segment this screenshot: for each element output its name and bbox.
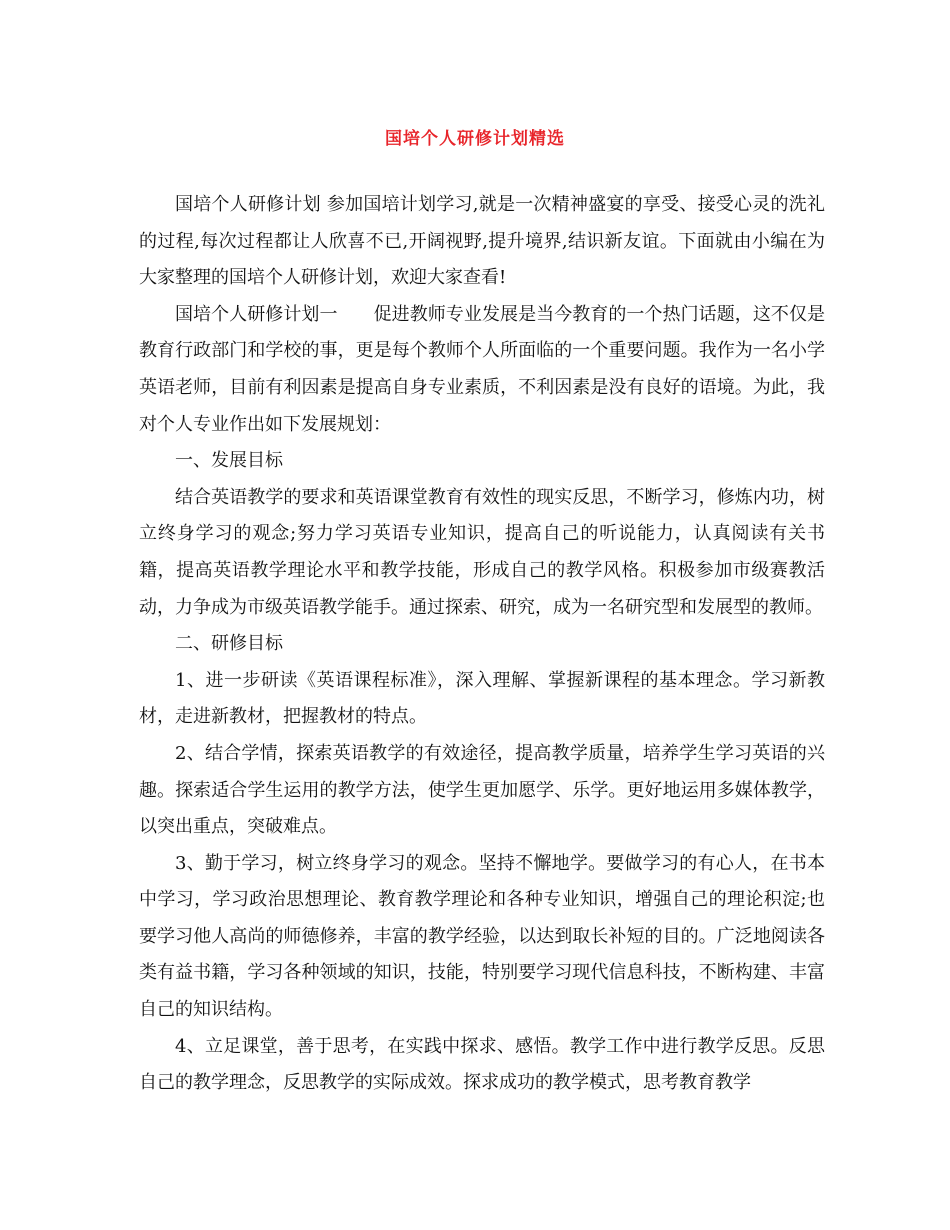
paragraph-goal-3: 3、勤于学习，树立终身学习的观念。坚持不懈地学。要做学习的有心人，在书本中学习，学习政治思想理论、教育教学理论和各种专业知识，增强自己的理论积淀;也要学习他人高尚的师德修养，丰富的教学经验，以达到取长补短的目的。广泛地阅读各类有益书籍，学习各种领域的知识，技能，特别要学习现代信息科技，不断构建、丰富自己的知识结构。 xyxy=(139,852,825,1021)
heading-study-goals: 二、研修目标 xyxy=(175,633,283,655)
document-body xyxy=(139,187,825,1102)
paragraph-intro: 国培个人研修计划 参加国培计划学习,就是一次精神盛宴的享受、接受心灵的洗礼的过程,每次过程都让人欣喜不已,开阔视野,提升境界,结识新友谊。下面就由小编在为大家整理的国培个人研修计划，欢迎大家查看! xyxy=(139,194,825,289)
heading-development-goals: 一、发展目标 xyxy=(175,450,283,472)
paragraph-goal-2: 2、结合学情，探索英语教学的有效途径，提高教学质量，培养学生学习英语的兴趣。探索适合学生运用的教学方法，使学生更加愿学、乐学。更好地运用多媒体教学，以突出重点，突破难点。 xyxy=(139,742,825,838)
paragraph-plan-one: 国培个人研修计划一 促进教师专业发展是当今教育的一个热门话题，这不仅是教育行政部门和学校的事，更是每个教师个人所面临的一个重要问题。我作为一名小学英语老师，目前有利因素是提高自身专业素质，不利因素是没有良好的语境。为此，我对个人专业作出如下发展规划： xyxy=(139,303,825,435)
paragraph-development-goals: 结合英语教学的要求和英语课堂教育有效性的现实反思，不断学习，修炼内功，树立终身学习的观念;努力学习英语专业知识，提高自己的听说能力，认真阅读有关书籍，提高英语教学理论水平和教学技能，形成自己的教学风格。积极参加市级赛教活动，力争成为市级英语教学能手。通过探索、研究，成为一名研究型和发展型的教师。 xyxy=(139,486,825,618)
paragraph-goal-4: 4、立足课堂，善于思考，在实践中探求、感悟。教学工作中进行教学反思。反思自己的教学理念，反思教学的实际成效。探求成功的教学模式，思考教育教学 xyxy=(139,1035,825,1094)
document-title: 国培个人研修计划精选 xyxy=(385,129,565,149)
paragraph-goal-1: 1、进一步研读《英语课程标准》，深入理解、掌握新课程的基本理念。学习新教材，走进新教材，把握教材的特点。 xyxy=(139,669,825,728)
